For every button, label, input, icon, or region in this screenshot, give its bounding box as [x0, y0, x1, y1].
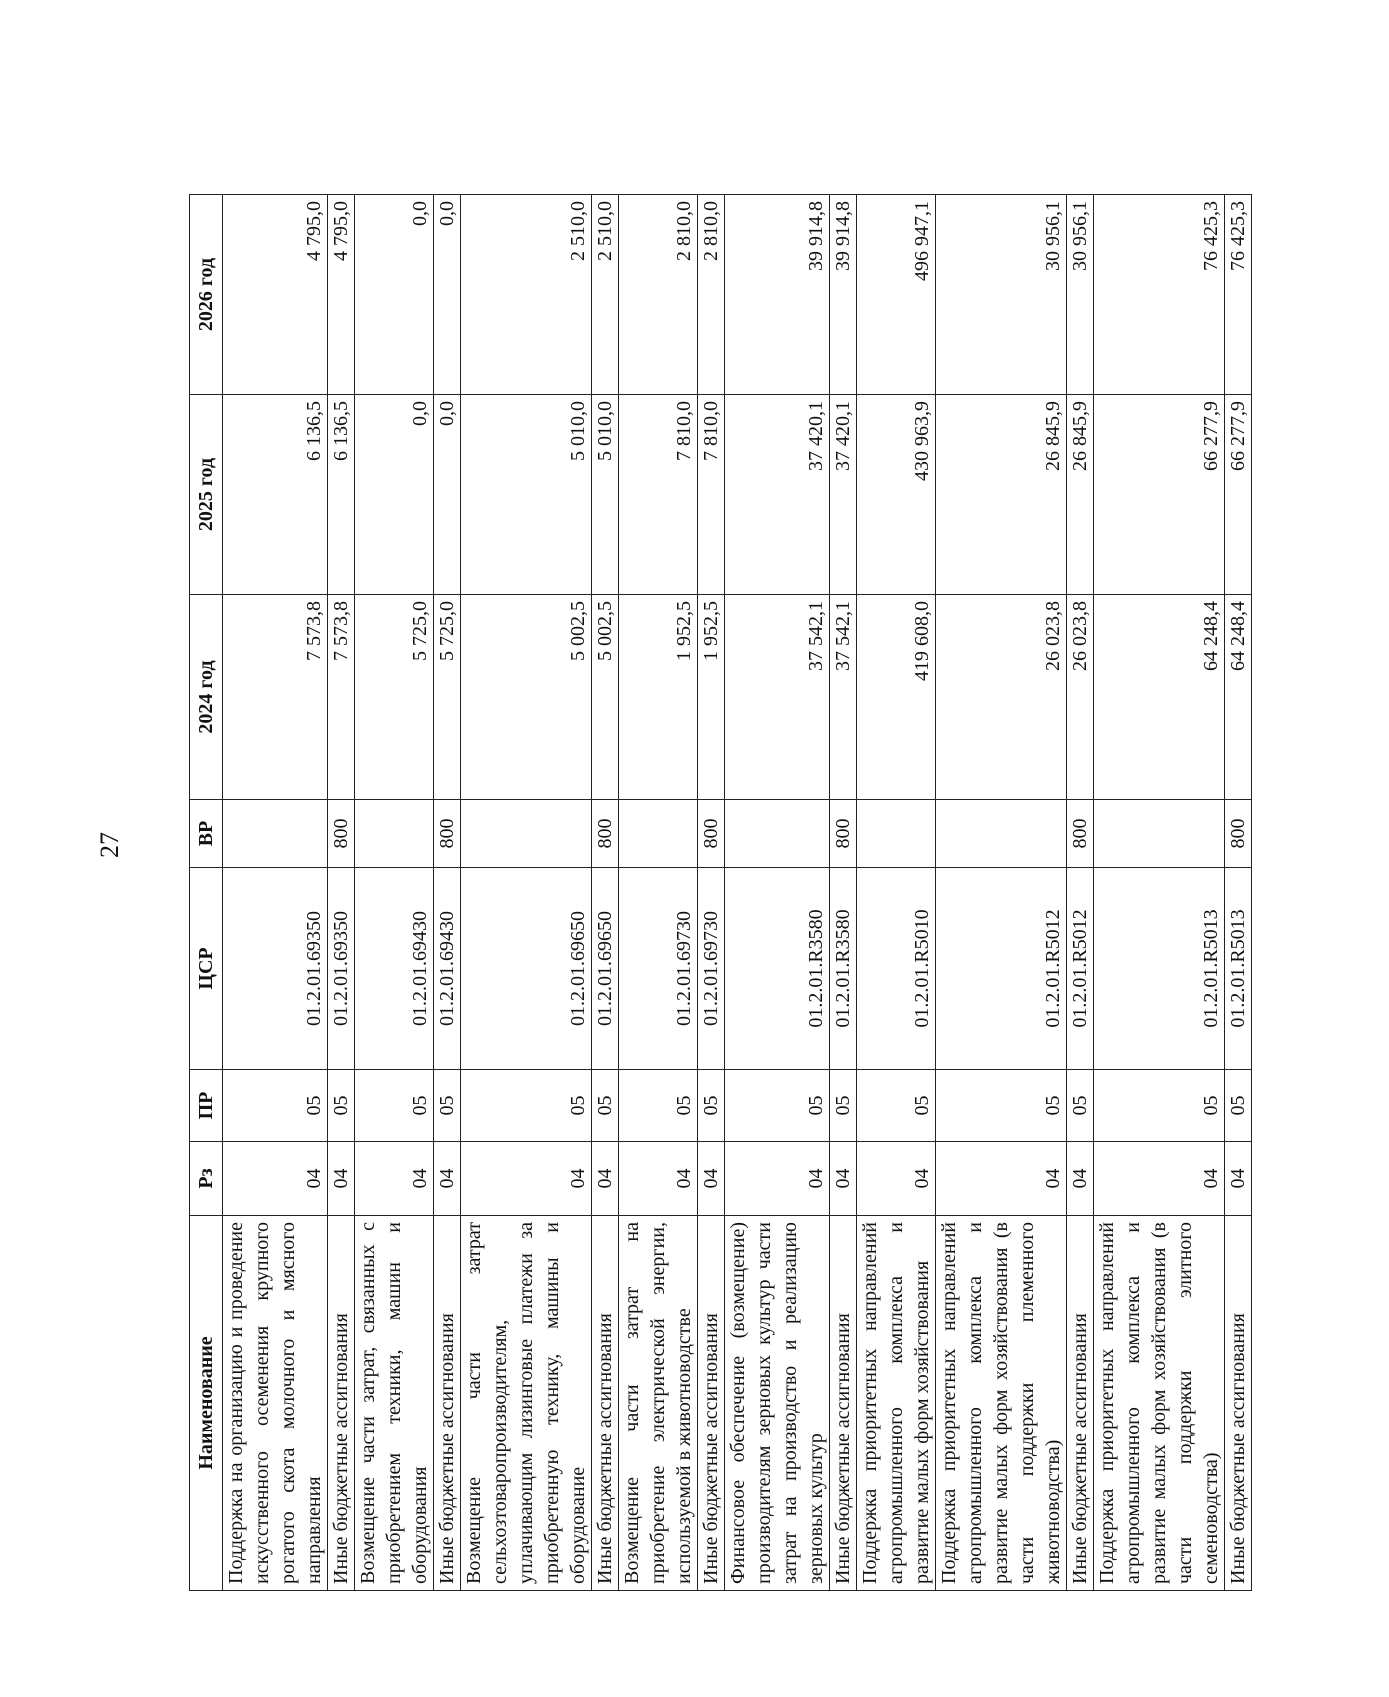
cell-y2026: 2 810,0: [619, 195, 698, 395]
header-csr: ЦСР: [190, 868, 223, 1070]
header-2026: 2026 год: [190, 195, 223, 395]
cell-vr: [725, 800, 830, 868]
table-row: [328, 195, 355, 1591]
table-row: [461, 195, 592, 1591]
cell-vr: 800: [592, 800, 619, 868]
cell-rz: 04: [830, 1142, 857, 1216]
cell-vr: 800: [698, 800, 725, 868]
cell-pr: 05: [936, 1070, 1067, 1142]
table-row: [619, 195, 698, 1591]
cell-name: Иные бюджетные ассигнования: [698, 1216, 725, 1591]
header-2024: 2024 год: [190, 595, 223, 800]
cell-pr: 05: [434, 1070, 461, 1142]
cell-vr: [857, 800, 936, 868]
cell-pr: 05: [1067, 1070, 1094, 1142]
cell-y2025: 6 136,5: [223, 395, 328, 595]
table-row: [1094, 195, 1225, 1591]
cell-y2024: 64 248,4: [1094, 595, 1225, 800]
table-row: [857, 195, 936, 1591]
cell-csr: 01.2.01.R5012: [1067, 868, 1094, 1070]
cell-y2026: 76 425,3: [1094, 195, 1225, 395]
cell-name: Иные бюджетные ассигнования: [434, 1216, 461, 1591]
cell-rz: 04: [223, 1142, 328, 1216]
cell-csr: 01.2.01.69730: [619, 868, 698, 1070]
cell-csr: 01.2.01.69730: [698, 868, 725, 1070]
cell-rz: 04: [698, 1142, 725, 1216]
table-row: [1225, 195, 1252, 1591]
cell-rz: 04: [355, 1142, 434, 1216]
cell-y2024: 7 573,8: [328, 595, 355, 800]
cell-vr: [355, 800, 434, 868]
cell-y2024: 1 952,5: [619, 595, 698, 800]
page-number: 27: [95, 832, 124, 858]
cell-name: Возмещение части затрат, связанных с приобретением техники, машин и оборудования: [355, 1216, 434, 1591]
cell-name: Поддержка приоритетных направлений агропромышленного комплекса и развитие малых форм хозяйствования: [857, 1216, 936, 1591]
cell-pr: 05: [328, 1070, 355, 1142]
cell-y2026: 2 810,0: [698, 195, 725, 395]
header-rz: Рз: [190, 1142, 223, 1216]
cell-name: Поддержка на организацию и проведение искусственного осеменения крупного рогатого скота молочного и мясного направления: [223, 1216, 328, 1591]
cell-csr: 01.2.01.R3580: [830, 868, 857, 1070]
cell-pr: 05: [223, 1070, 328, 1142]
cell-y2026: 496 947,1: [857, 195, 936, 395]
cell-pr: 05: [830, 1070, 857, 1142]
cell-y2026: 39 914,8: [830, 195, 857, 395]
cell-y2026: 39 914,8: [725, 195, 830, 395]
cell-y2024: 26 023,8: [936, 595, 1067, 800]
table-row: [725, 195, 830, 1591]
table-row: [592, 195, 619, 1591]
cell-vr: [1094, 800, 1225, 868]
table-row: [830, 195, 857, 1591]
cell-vr: [936, 800, 1067, 868]
cell-rz: 04: [461, 1142, 592, 1216]
cell-rz: 04: [725, 1142, 830, 1216]
cell-name: Возмещение части затрат сельхозтоваропроизводителям, уплачивающим лизинговые платежи за приобретенную технику, машины и оборудование: [461, 1216, 592, 1591]
cell-y2026: 2 510,0: [461, 195, 592, 395]
cell-csr: 01.2.01.69650: [461, 868, 592, 1070]
cell-y2025: 0,0: [434, 395, 461, 595]
cell-y2025: 26 845,9: [936, 395, 1067, 595]
cell-pr: 05: [857, 1070, 936, 1142]
cell-y2025: 5 010,0: [592, 395, 619, 595]
cell-pr: 05: [1225, 1070, 1252, 1142]
cell-csr: 01.2.01.R5010: [857, 868, 936, 1070]
cell-rz: 04: [857, 1142, 936, 1216]
cell-rz: 04: [434, 1142, 461, 1216]
cell-y2024: 419 608,0: [857, 595, 936, 800]
cell-y2024: 5 725,0: [434, 595, 461, 800]
cell-pr: 05: [355, 1070, 434, 1142]
cell-y2024: 37 542,1: [830, 595, 857, 800]
cell-rz: 04: [936, 1142, 1067, 1216]
budget-table: [189, 194, 1252, 1591]
cell-y2025: 7 810,0: [619, 395, 698, 595]
cell-y2024: 7 573,8: [223, 595, 328, 800]
cell-rz: 04: [592, 1142, 619, 1216]
cell-name: Финансовое обеспечение (возмещение) производителям зерновых культур части затрат на производство и реализацию зерновых культур: [725, 1216, 830, 1591]
cell-vr: [461, 800, 592, 868]
table-row: [223, 195, 328, 1591]
cell-y2026: 0,0: [355, 195, 434, 395]
table-row: [434, 195, 461, 1591]
cell-pr: 05: [698, 1070, 725, 1142]
table-header-row: [190, 195, 223, 1591]
cell-vr: [619, 800, 698, 868]
cell-rz: 04: [1225, 1142, 1252, 1216]
cell-csr: 01.2.01.R3580: [725, 868, 830, 1070]
header-2025: 2025 год: [190, 395, 223, 595]
cell-y2024: 5 002,5: [461, 595, 592, 800]
cell-y2025: 37 420,1: [725, 395, 830, 595]
cell-csr: 01.2.01.69650: [592, 868, 619, 1070]
cell-y2025: 5 010,0: [461, 395, 592, 595]
cell-y2024: 1 952,5: [698, 595, 725, 800]
cell-y2026: 4 795,0: [223, 195, 328, 395]
cell-y2024: 26 023,8: [1067, 595, 1094, 800]
cell-y2024: 5 725,0: [355, 595, 434, 800]
cell-pr: 05: [592, 1070, 619, 1142]
cell-y2025: 66 277,9: [1225, 395, 1252, 595]
cell-vr: 800: [1225, 800, 1252, 868]
cell-y2026: 2 510,0: [592, 195, 619, 395]
cell-y2024: 64 248,4: [1225, 595, 1252, 800]
cell-y2025: 6 136,5: [328, 395, 355, 595]
cell-y2026: 30 956,1: [1067, 195, 1094, 395]
table-row: [936, 195, 1067, 1591]
cell-name: Иные бюджетные ассигнования: [1067, 1216, 1094, 1591]
cell-vr: 800: [434, 800, 461, 868]
cell-csr: 01.2.01.69430: [355, 868, 434, 1070]
cell-csr: 01.2.01.69350: [328, 868, 355, 1070]
cell-pr: 05: [619, 1070, 698, 1142]
cell-pr: 05: [461, 1070, 592, 1142]
table-row: [1067, 195, 1094, 1591]
cell-rz: 04: [1067, 1142, 1094, 1216]
cell-y2024: 37 542,1: [725, 595, 830, 800]
cell-y2024: 5 002,5: [592, 595, 619, 800]
table-body: [223, 195, 1252, 1591]
cell-y2026: 4 795,0: [328, 195, 355, 395]
cell-name: Возмещение части затрат на приобретение электрической энергии, используемой в животноводстве: [619, 1216, 698, 1591]
cell-pr: 05: [725, 1070, 830, 1142]
cell-vr: 800: [1067, 800, 1094, 868]
cell-vr: 800: [830, 800, 857, 868]
cell-y2025: 7 810,0: [698, 395, 725, 595]
cell-name: Поддержка приоритетных направлений агропромышленного комплекса и развитие малых форм хозяйствования (в части поддержки племенного животноводства): [936, 1216, 1067, 1591]
header-name: Наименование: [190, 1216, 223, 1591]
cell-y2025: 37 420,1: [830, 395, 857, 595]
cell-y2025: 66 277,9: [1094, 395, 1225, 595]
cell-y2025: 26 845,9: [1067, 395, 1094, 595]
cell-pr: 05: [1094, 1070, 1225, 1142]
cell-csr: 01.2.01.69430: [434, 868, 461, 1070]
cell-y2026: 76 425,3: [1225, 195, 1252, 395]
cell-vr: [223, 800, 328, 868]
cell-vr: 800: [328, 800, 355, 868]
cell-name: Иные бюджетные ассигнования: [328, 1216, 355, 1591]
cell-rz: 04: [619, 1142, 698, 1216]
cell-rz: 04: [1094, 1142, 1225, 1216]
cell-rz: 04: [328, 1142, 355, 1216]
cell-csr: 01.2.01.69350: [223, 868, 328, 1070]
cell-csr: 01.2.01.R5013: [1225, 868, 1252, 1070]
header-vr: ВР: [190, 800, 223, 868]
cell-csr: 01.2.01.R5013: [1094, 868, 1225, 1070]
table-row: [355, 195, 434, 1591]
cell-y2025: 430 963,9: [857, 395, 936, 595]
cell-csr: 01.2.01.R5012: [936, 868, 1067, 1070]
header-pr: ПР: [190, 1070, 223, 1142]
cell-name: Иные бюджетные ассигнования: [1225, 1216, 1252, 1591]
cell-name: Иные бюджетные ассигнования: [592, 1216, 619, 1591]
cell-name: Поддержка приоритетных направлений агропромышленного комплекса и развитие малых форм хозяйствования (в части поддержки элитного семеноводства): [1094, 1216, 1225, 1591]
cell-y2026: 0,0: [434, 195, 461, 395]
cell-y2025: 0,0: [355, 395, 434, 595]
table-row: [698, 195, 725, 1591]
rotated-table-container: [189, 195, 1389, 1591]
cell-name: Иные бюджетные ассигнования: [830, 1216, 857, 1591]
cell-y2026: 30 956,1: [936, 195, 1067, 395]
